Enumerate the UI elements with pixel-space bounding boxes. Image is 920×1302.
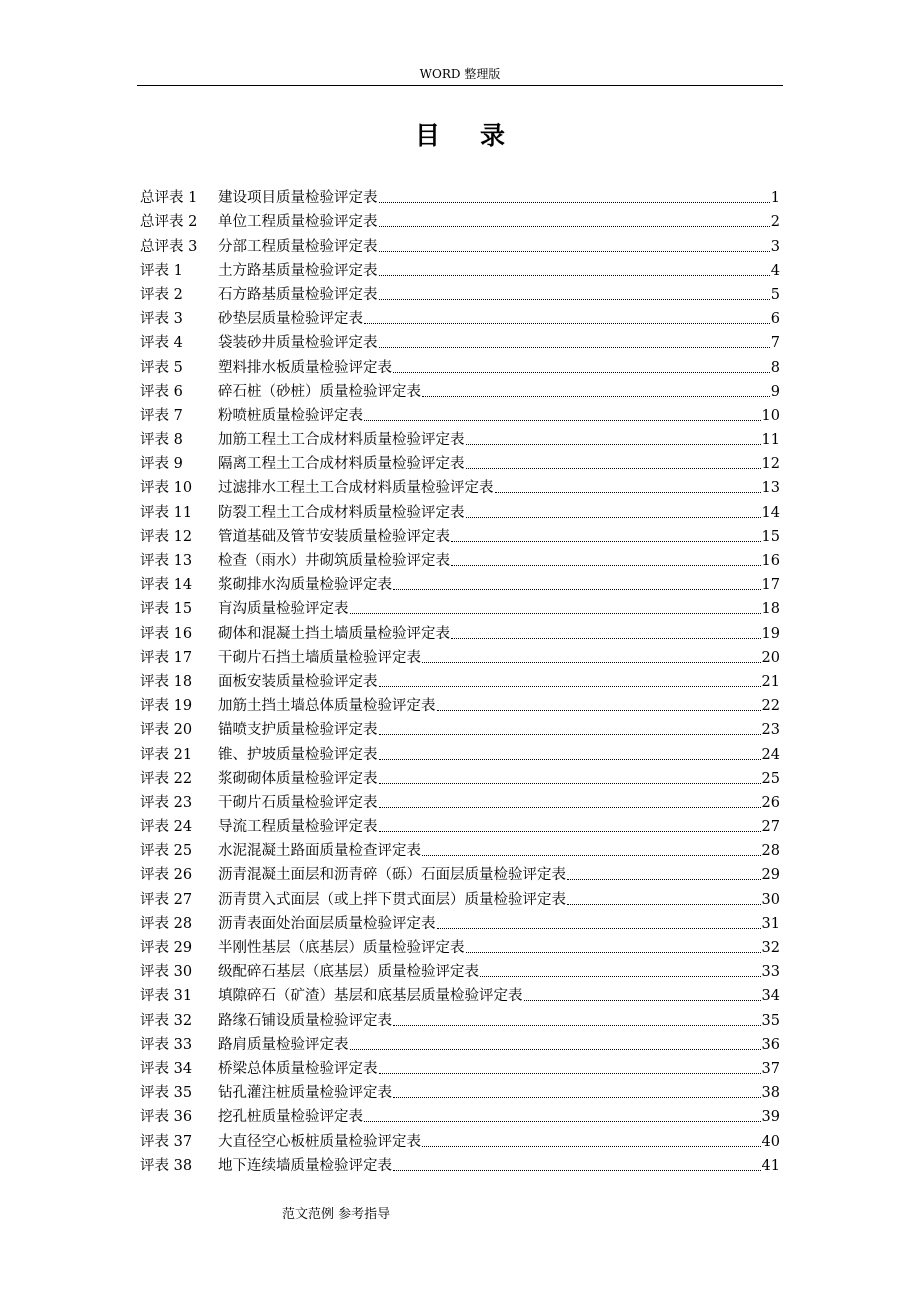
page-footer: 范文范例 参考指导 <box>282 1207 391 1222</box>
toc-entry-code: 评表 20 <box>140 722 193 739</box>
toc-entry-code: 评表 36 <box>140 1109 193 1126</box>
toc-entry[interactable] <box>140 619 780 643</box>
toc-entry[interactable] <box>140 498 780 522</box>
toc-dot-leader <box>495 491 761 493</box>
toc-entry-title: 分部工程质量检验评定表 <box>218 238 378 255</box>
toc-entry-title: 碎石桩（砂桩）质量检验评定表 <box>218 383 421 400</box>
toc-entry-code: 评表 23 <box>140 794 193 811</box>
toc-entry[interactable] <box>140 837 780 861</box>
toc-entry-page: 36 <box>761 1036 780 1053</box>
toc-entry-code: 评表 8 <box>140 432 183 449</box>
toc-dot-leader <box>379 346 770 348</box>
toc-entry-title: 建设项目质量检验评定表 <box>218 190 378 207</box>
toc-entry[interactable] <box>140 1055 780 1079</box>
toc-entry-title: 加筋土挡土墙总体质量检验评定表 <box>218 698 436 715</box>
toc-entry-page: 5 <box>770 286 780 303</box>
toc-entry-page: 17 <box>761 577 780 594</box>
toc-entry[interactable] <box>140 1079 780 1103</box>
toc-dot-leader <box>393 1169 761 1171</box>
toc-entry[interactable] <box>140 547 780 571</box>
toc-entry-title: 大直径空心板桩质量检验评定表 <box>218 1133 421 1150</box>
toc-entry-code: 评表 6 <box>140 383 183 400</box>
toc-entry-title: 挖孔桩质量检验评定表 <box>218 1109 363 1126</box>
toc-entry-code: 评表 22 <box>140 770 193 787</box>
toc-dot-leader <box>350 1048 761 1050</box>
toc-entry-code: 评表 10 <box>140 480 193 497</box>
toc-dot-leader <box>451 540 761 542</box>
toc-entry-page: 3 <box>770 238 780 255</box>
toc-entry-code: 评表 9 <box>140 456 183 473</box>
toc-entry[interactable] <box>140 861 780 885</box>
toc-entry-title: 水泥混凝土路面质量检查评定表 <box>218 843 421 860</box>
toc-entry-page: 31 <box>761 915 780 932</box>
toc-entry[interactable] <box>140 813 780 837</box>
toc-entry-page: 6 <box>770 311 780 328</box>
toc-entry-code: 评表 37 <box>140 1133 193 1150</box>
toc-entry[interactable] <box>140 1127 780 1151</box>
toc-entry-title: 防裂工程土工合成材料质量检验评定表 <box>218 504 465 521</box>
toc-entry-page: 38 <box>761 1085 780 1102</box>
toc-entry-title: 土方路基质量检验评定表 <box>218 262 378 279</box>
toc-entry-page: 40 <box>761 1133 780 1150</box>
toc-entry-title: 管道基础及管节安装质量检验评定表 <box>218 528 450 545</box>
toc-dot-leader <box>466 443 761 445</box>
toc-entry-code: 评表 38 <box>140 1157 193 1174</box>
toc-entry-title: 沥青贯入式面层（或上拌下贯式面层）质量检验评定表 <box>218 891 566 908</box>
toc-dot-leader <box>451 564 761 566</box>
toc-entry-title: 袋装砂井质量检验评定表 <box>218 335 378 352</box>
toc-entry[interactable] <box>140 958 780 982</box>
toc-entry-title: 检查（雨水）井砌筑质量检验评定表 <box>218 553 450 569</box>
toc-entry[interactable] <box>140 644 780 668</box>
header-rule <box>137 85 783 86</box>
toc-dot-leader <box>393 588 761 590</box>
toc-entry-page: 10 <box>761 407 780 424</box>
toc-dot-leader <box>466 467 761 469</box>
toc-entry[interactable] <box>140 281 780 305</box>
toc-entry-code: 评表 3 <box>140 311 183 328</box>
toc-entry[interactable] <box>140 329 780 353</box>
toc-dot-leader <box>393 1024 761 1026</box>
toc-entry-title: 隔离工程土工合成材料质量检验评定表 <box>218 456 465 473</box>
toc-entry-page: 23 <box>761 722 780 739</box>
toc-entry[interactable] <box>140 353 780 377</box>
toc-dot-leader <box>379 782 761 784</box>
toc-entry[interactable] <box>140 426 780 450</box>
toc-dot-leader <box>379 201 770 203</box>
toc-entry-page: 8 <box>770 359 780 376</box>
toc-dot-leader <box>364 322 770 324</box>
page-header: WORD 整理版 <box>419 67 501 81</box>
toc-dot-leader <box>422 395 770 397</box>
toc-dot-leader <box>451 637 761 639</box>
toc-entry-code: 评表 14 <box>140 577 193 594</box>
toc-dot-leader <box>437 927 761 929</box>
toc-entry-code: 总评表 3 <box>140 238 198 255</box>
toc-dot-leader <box>379 685 761 687</box>
toc-entry-title: 填隙碎石（矿渣）基层和底基层质量检验评定表 <box>218 988 523 1005</box>
toc-entry-title: 路缘石铺设质量检验评定表 <box>218 1012 392 1029</box>
toc-entry-page: 7 <box>770 335 780 352</box>
toc-entry-code: 评表 28 <box>140 915 193 932</box>
toc-dot-leader <box>480 975 761 977</box>
toc-dot-leader <box>379 250 770 252</box>
toc-entry-page: 34 <box>761 988 780 1005</box>
toc-entry-title: 砂垫层质量检验评定表 <box>218 311 363 328</box>
toc-dot-leader <box>422 854 761 856</box>
toc-entry[interactable] <box>140 1103 780 1127</box>
toc-entry-code: 评表 11 <box>140 504 193 521</box>
toc-entry[interactable] <box>140 716 780 740</box>
toc-dot-leader <box>379 733 761 735</box>
toc-entry-title: 沥青表面处治面层质量检验评定表 <box>218 915 436 932</box>
toc-entry-title: 单位工程质量检验评定表 <box>218 214 378 231</box>
toc-entry[interactable] <box>140 910 780 934</box>
toc-entry[interactable] <box>140 789 780 813</box>
toc-entry[interactable] <box>140 765 780 789</box>
toc-entry-page: 28 <box>761 843 780 860</box>
toc-entry-page: 12 <box>761 456 780 473</box>
toc-entry[interactable] <box>140 595 780 619</box>
toc-entry-page: 21 <box>761 673 780 690</box>
toc-entry[interactable] <box>140 450 780 474</box>
toc-entry[interactable] <box>140 257 780 281</box>
toc-entry-code: 评表 7 <box>140 407 183 424</box>
toc-entry-title: 砌体和混凝土挡土墙质量检验评定表 <box>218 625 450 642</box>
toc-entry-code: 评表 4 <box>140 335 183 352</box>
toc-entry[interactable] <box>140 1006 780 1030</box>
toc-entry-code: 评表 13 <box>140 553 193 569</box>
toc-entry-code: 评表 17 <box>140 649 193 666</box>
toc-entry[interactable] <box>140 934 780 958</box>
toc-entry[interactable] <box>140 982 780 1006</box>
toc-entry-code: 评表 24 <box>140 819 193 836</box>
toc-entry-title: 过滤排水工程土工合成材料质量检验评定表 <box>218 480 494 497</box>
toc-entry[interactable] <box>140 378 780 402</box>
toc-dot-leader <box>379 830 761 832</box>
toc-dot-leader <box>379 758 761 760</box>
toc-entry[interactable] <box>140 523 780 547</box>
toc-entry-code: 评表 33 <box>140 1036 193 1053</box>
toc-entry-code: 评表 27 <box>140 891 193 908</box>
toc-dot-leader <box>379 274 770 276</box>
toc-dot-leader <box>364 419 761 421</box>
page-title: 目录 <box>414 121 545 150</box>
toc-entry-page: 18 <box>761 601 780 618</box>
toc-dot-leader <box>437 709 761 711</box>
toc-entry-title: 桥梁总体质量检验评定表 <box>218 1060 378 1077</box>
toc-entry-code: 评表 31 <box>140 988 193 1005</box>
toc-entry[interactable] <box>140 305 780 329</box>
toc-entry-title: 浆砌排水沟质量检验评定表 <box>218 577 392 594</box>
toc-entry-code: 总评表 1 <box>140 190 198 207</box>
toc-entry-title: 导流工程质量检验评定表 <box>218 819 378 836</box>
toc-entry[interactable] <box>140 1031 780 1055</box>
toc-entry-page: 1 <box>770 190 780 207</box>
toc-entry-page: 9 <box>770 383 780 400</box>
toc-entry-page: 25 <box>761 770 780 787</box>
toc-entry-page: 14 <box>761 504 780 521</box>
toc-entry[interactable] <box>140 571 780 595</box>
toc-entry-title: 浆砌砌体质量检验评定表 <box>218 770 378 787</box>
toc-dot-leader <box>567 878 761 880</box>
toc-dot-leader <box>567 903 761 905</box>
toc-entry-page: 15 <box>761 528 780 545</box>
toc-entry[interactable] <box>140 692 780 716</box>
toc-entry-code: 评表 16 <box>140 625 193 642</box>
toc-entry-code: 评表 21 <box>140 746 193 763</box>
toc-entry-title: 地下连续墙质量检验评定表 <box>218 1157 392 1174</box>
toc-entry-title: 锥、护坡质量检验评定表 <box>218 746 378 763</box>
toc-entry[interactable] <box>140 885 780 909</box>
toc-entry-page: 19 <box>761 625 780 642</box>
toc-entry-code: 评表 2 <box>140 286 183 303</box>
toc-entry-title: 加筋工程土工合成材料质量检验评定表 <box>218 432 465 449</box>
toc-dot-leader <box>466 516 761 518</box>
toc-entry-page: 41 <box>761 1157 780 1174</box>
toc-entry-title: 锚喷支护质量检验评定表 <box>218 722 378 739</box>
toc-entry[interactable] <box>140 1152 780 1176</box>
toc-entry[interactable] <box>140 208 780 232</box>
toc-entry-page: 37 <box>761 1060 780 1077</box>
toc-entry-page: 27 <box>761 819 780 836</box>
toc-entry-page: 35 <box>761 1012 780 1029</box>
toc-entry-title: 沥青混凝土面层和沥青碎（砾）石面层质量检验评定表 <box>218 867 566 884</box>
toc-entry-code: 评表 34 <box>140 1060 193 1077</box>
toc-entry-code: 评表 26 <box>140 867 193 884</box>
toc-entry-code: 评表 5 <box>140 359 183 376</box>
toc-entry[interactable] <box>140 184 780 208</box>
toc-dot-leader <box>422 661 761 663</box>
toc-entry-code: 评表 35 <box>140 1085 193 1102</box>
toc-dot-leader <box>393 1096 761 1098</box>
toc-entry-title: 半刚性基层（底基层）质量检验评定表 <box>218 940 465 956</box>
toc-dot-leader <box>393 371 770 373</box>
toc-dot-leader <box>422 1145 761 1147</box>
toc-entry[interactable] <box>140 232 780 256</box>
toc-entry-page: 26 <box>761 794 780 811</box>
toc-entry-title: 级配碎石基层（底基层）质量检验评定表 <box>218 964 479 981</box>
toc-entry-code: 评表 29 <box>140 940 193 956</box>
toc-entry[interactable] <box>140 668 780 692</box>
toc-entry-page: 32 <box>761 940 780 956</box>
toc-entry-page: 33 <box>761 964 780 981</box>
toc-entry-code: 评表 19 <box>140 698 193 715</box>
toc-entry-title: 干砌片石质量检验评定表 <box>218 794 378 811</box>
toc-entry-code: 评表 30 <box>140 964 193 981</box>
toc-entry-title: 钻孔灌注桩质量检验评定表 <box>218 1085 392 1102</box>
toc-dot-leader <box>350 612 761 614</box>
table-of-contents <box>140 184 780 1176</box>
toc-entry-page: 4 <box>770 262 780 279</box>
toc-entry-code: 评表 1 <box>140 262 183 279</box>
toc-entry-page: 13 <box>761 480 780 497</box>
toc-dot-leader <box>379 225 770 227</box>
toc-entry-page: 22 <box>761 698 780 715</box>
toc-entry[interactable] <box>140 474 780 498</box>
toc-entry[interactable] <box>140 740 780 764</box>
toc-entry-title: 干砌片石挡土墙质量检验评定表 <box>218 649 421 666</box>
toc-entry-title: 肓沟质量检验评定表 <box>218 601 349 618</box>
toc-dot-leader <box>466 951 761 953</box>
toc-entry-page: 16 <box>761 553 780 569</box>
toc-entry-code: 总评表 2 <box>140 214 198 231</box>
toc-entry-page: 29 <box>761 867 780 884</box>
toc-dot-leader <box>379 298 770 300</box>
toc-entry-code: 评表 25 <box>140 843 193 860</box>
toc-dot-leader <box>379 806 761 808</box>
toc-entry-title: 路肩质量检验评定表 <box>218 1036 349 1053</box>
toc-entry-page: 2 <box>770 214 780 231</box>
toc-entry-page: 24 <box>761 746 780 763</box>
toc-entry-page: 30 <box>761 891 780 908</box>
toc-entry-page: 20 <box>761 649 780 666</box>
toc-dot-leader <box>364 1120 761 1122</box>
toc-entry-page: 11 <box>761 432 780 449</box>
toc-dot-leader <box>379 1072 761 1074</box>
toc-entry-title: 面板安装质量检验评定表 <box>218 673 378 690</box>
toc-entry-code: 评表 12 <box>140 528 193 545</box>
toc-entry-code: 评表 18 <box>140 673 193 690</box>
toc-entry-title: 粉喷桩质量检验评定表 <box>218 407 363 424</box>
toc-entry-code: 评表 32 <box>140 1012 193 1029</box>
toc-dot-leader <box>524 999 761 1001</box>
toc-entry-page: 39 <box>761 1109 780 1126</box>
toc-entry-title: 塑料排水板质量检验评定表 <box>218 359 392 376</box>
toc-entry[interactable] <box>140 402 780 426</box>
toc-entry-code: 评表 15 <box>140 601 193 618</box>
toc-entry-title: 石方路基质量检验评定表 <box>218 286 378 303</box>
